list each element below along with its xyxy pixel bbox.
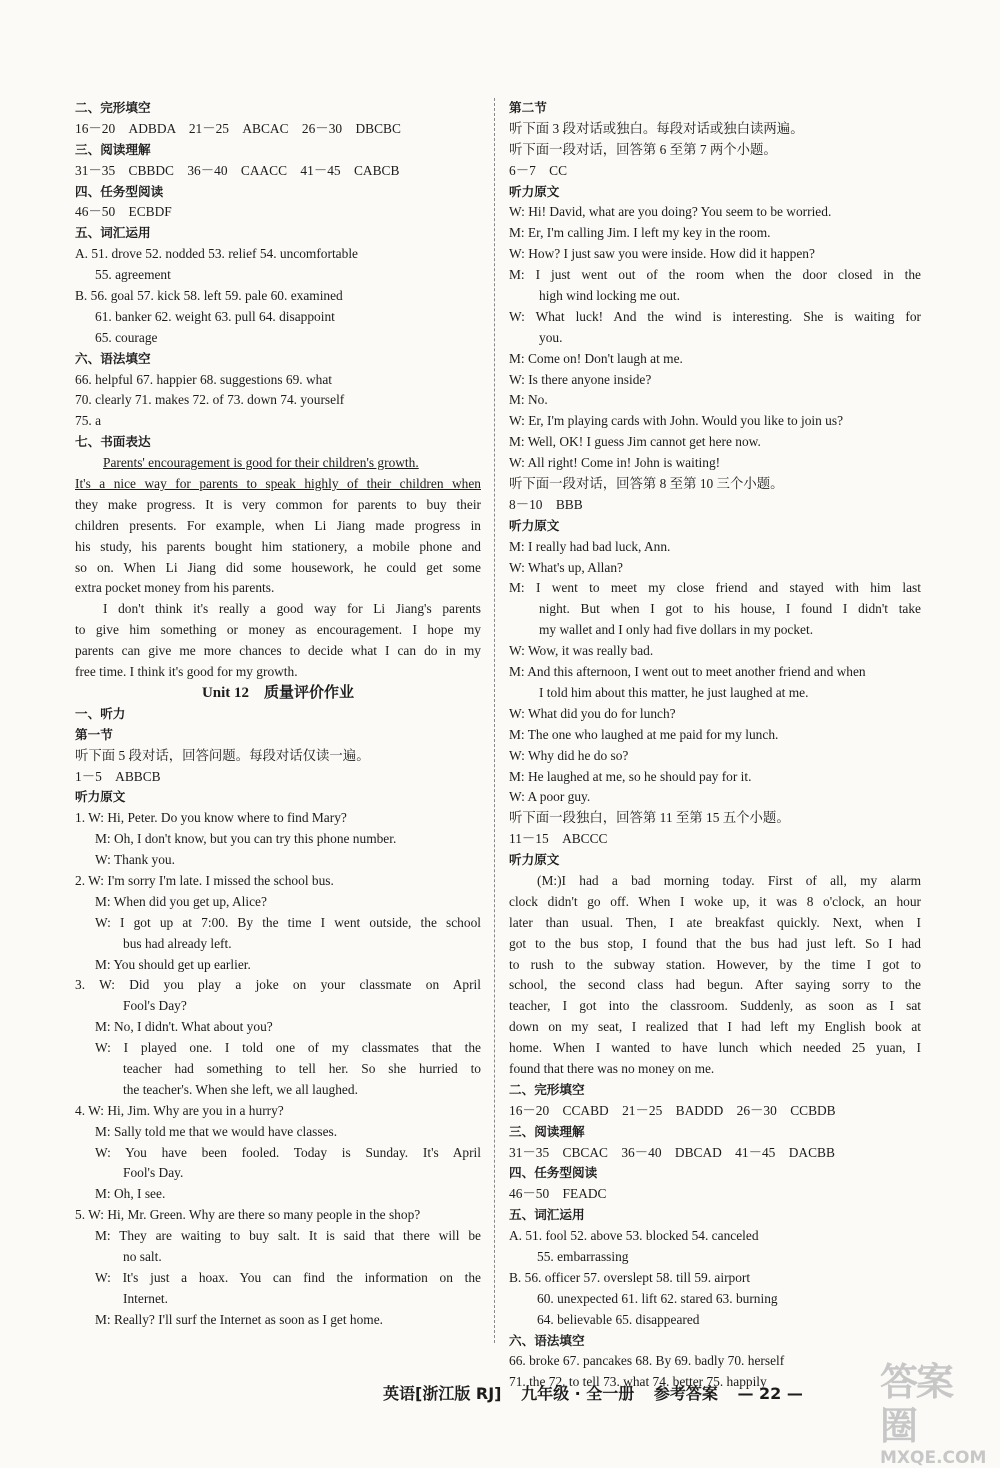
text-line: W: I got up at 7:00. By the time I went outside, the school	[95, 914, 481, 930]
text-line: 8－10 BBB	[509, 496, 583, 512]
text-line: 70. clearly 71. makes 72. of 73. down 74. yourself	[75, 392, 345, 408]
text-line: M: You should get up earlier.	[95, 956, 251, 972]
text-line: down on my seat, I realized that I had left my English book at	[509, 1019, 921, 1035]
watermark-logo	[880, 1360, 987, 1468]
text-line: Internet.	[123, 1290, 168, 1306]
text-line: W: Er, I'm playing cards with John. Would you like to join us?	[509, 413, 844, 429]
text-line: 5. W: Hi, Mr. Green. Why are there so many people in the shop?	[75, 1207, 421, 1223]
text-line: W: Thank you.	[95, 852, 175, 868]
text-line: M: I really had bad luck, Ann.	[509, 538, 671, 554]
text-line: W: It's just a hoax. You can find the information on the	[95, 1269, 481, 1285]
text-line: 6－7 CC	[509, 162, 568, 178]
text-line: Parents' encouragement is good for their children's growth.	[103, 455, 419, 471]
section-heading: 二、完形填空	[509, 1081, 585, 1097]
section-heading: 听力原文	[509, 183, 560, 199]
text-line: M: When did you get up, Alice?	[95, 893, 267, 909]
text-line: 听下面 3 段对话或独白。每段对话或独白读两遍。	[509, 120, 804, 136]
section-heading: 五、词汇运用	[75, 225, 151, 241]
unit-title: Unit 12 质量评价作业	[201, 684, 355, 701]
text-line: 听下面一段对话，回答第 6 至第 7 两个小题。	[509, 141, 777, 157]
text-line: M: I went to meet my close friend and stayed with him last	[509, 580, 921, 596]
text-line: W: Why did he do so?	[509, 747, 629, 763]
watermark-url: MXQE.COM	[880, 1448, 987, 1468]
text-line: the teacher's. When she left, we all laughed.	[123, 1081, 358, 1097]
section-heading: 三、阅读理解	[509, 1123, 585, 1139]
text-line: 16－20 ADBDA 21－25 ABCAC 26－30 DBCBC	[75, 120, 401, 136]
text-line: M: Come on! Don't laugh at me.	[509, 350, 683, 366]
section-heading: 六、语法填空	[509, 1332, 585, 1348]
text-line: B. 56. goal 57. kick 58. left 59. pale 60. examined	[75, 288, 343, 304]
section-heading: 第一节	[75, 726, 113, 742]
text-line: found that there was no money on me.	[509, 1060, 715, 1076]
text-line: 66. helpful 67. happier 68. suggestions 69. what	[75, 371, 332, 387]
text-line: to rush to the subway station. However, by the time I got to	[509, 956, 921, 972]
text-line: my wallet and I only had five dollars in my pocket.	[539, 622, 814, 638]
text-line: night. But when I got to his house, I found I didn't take	[539, 601, 921, 617]
text-line: M: The one who laughed at me paid for my lunch.	[509, 726, 779, 742]
text-line: free time. I think it's good for my growth.	[75, 664, 298, 680]
text-line: bus had already left.	[123, 935, 232, 951]
text-line: M: Oh, I see.	[95, 1186, 166, 1202]
section-heading: 七、书面表达	[75, 434, 151, 450]
column-divider	[494, 98, 495, 1343]
text-line: 31－35 CBCAC 36－40 DBCAD 41－45 DACBB	[509, 1144, 835, 1160]
text-line: M: Er, I'm calling Jim. I left my key in the room.	[509, 225, 771, 241]
text-line: 55. agreement	[95, 267, 171, 283]
section-heading: 四、任务型阅读	[509, 1165, 598, 1181]
text-line: W: A poor guy.	[509, 789, 591, 805]
text-line: M: Oh, I don't know, but you can try this phone number.	[95, 831, 397, 847]
footer-section: 参考答案	[653, 1384, 718, 1403]
text-line: W: What did you do for lunch?	[509, 705, 676, 721]
text-line: W: You have been fooled. Today is Sunday. It's April	[95, 1144, 481, 1160]
section-heading: 一、听力	[75, 705, 126, 721]
page-footer	[383, 1381, 817, 1404]
text-line: no salt.	[123, 1248, 162, 1264]
text-line: W: What's up, Allan?	[509, 559, 623, 575]
text-line: school, the second class had begun. After saying sorry to the	[509, 977, 921, 993]
text-line: 66. broke 67. pancakes 68. By 69. badly 70. herself	[509, 1353, 785, 1369]
section-heading: 听力原文	[509, 852, 560, 868]
text-line: B. 56. officer 57. overslept 58. till 59. airport	[509, 1269, 751, 1285]
text-line: 听下面一段对话，回答第 8 至第 10 三个小题。	[509, 476, 784, 492]
text-line: 71. the 72. to tell 73. what 74. better 75. happily	[509, 1374, 767, 1390]
left-column	[75, 98, 481, 1331]
section-heading: 六、语法填空	[75, 350, 151, 366]
text-line: 64. believable 65. disappeared	[537, 1311, 700, 1327]
section-heading: 三、阅读理解	[75, 141, 151, 157]
text-line: W: All right! Come in! John is waiting!	[509, 455, 721, 471]
text-line: you.	[539, 329, 563, 345]
text-line: It's a nice way for parents to speak highly of their children when	[75, 476, 481, 492]
text-line: M: Well, OK! I guess Jim cannot get here now.	[509, 434, 761, 450]
text-line: 4. W: Hi, Jim. Why are you in a hurry?	[75, 1102, 284, 1118]
text-line: W: Hi! David, what are you doing? You seem to be worried.	[509, 204, 832, 220]
text-line: 1. W: Hi, Peter. Do you know where to find Mary?	[75, 810, 347, 826]
text-line: 65. courage	[95, 329, 158, 345]
text-line: W: What luck! And the wind is interesting. She is waiting for	[509, 308, 921, 324]
footer-subject: 英语[浙江版 RJ]	[383, 1384, 502, 1403]
text-line: to give him something or money as encouragement. I hope my	[75, 622, 481, 638]
text-line: 听下面一段独白，回答第 11 至第 15 五个小题。	[509, 810, 790, 826]
text-line: extra pocket money from his parents.	[75, 580, 275, 596]
footer-grade: 九年级 · 全一册	[521, 1384, 635, 1403]
text-line: so on. When Li Jiang did some housework, he could get some	[75, 559, 481, 575]
text-line: W: Wow, it was really bad.	[509, 643, 654, 659]
text-line: 55. embarrassing	[537, 1248, 629, 1264]
text-line: later than usual. Then, I ate breakfast quickly. Next, when I	[509, 914, 921, 930]
text-line: M: I just went out of the room when the door closed in the	[509, 267, 921, 283]
text-line: 60. unexpected 61. lift 62. stared 63. burning	[537, 1290, 778, 1306]
text-line: 2. W: I'm sorry I'm late. I missed the school bus.	[75, 872, 334, 888]
section-heading: 第二节	[509, 100, 547, 115]
text-line: 3. W: Did you play a joke on your classmate on April	[75, 977, 481, 993]
text-line: 听下面 5 段对话，回答问题。每段对话仅读一遍。	[75, 747, 370, 763]
text-line: M: He laughed at me, so he should pay for it.	[509, 768, 752, 784]
text-line: teacher had something to tell her. So she hurried to	[123, 1060, 481, 1076]
text-line: Fool's Day?	[123, 998, 187, 1014]
text-line: A. 51. fool 52. above 53. blocked 54. canceled	[509, 1228, 759, 1244]
text-line: got to the bus stop, I found that the bus had just left. So I had	[509, 935, 921, 951]
text-line: M: No.	[509, 392, 548, 408]
right-column	[509, 98, 921, 1393]
watermark-logo-text: 答案圈	[880, 1360, 953, 1448]
text-line: 1－5 ABBCB	[75, 768, 161, 784]
text-line: 16－20 CCABD 21－25 BADDD 26－30 CCBDB	[509, 1102, 836, 1118]
text-line: children presents. For example, when Li Jiang made progress in	[75, 517, 481, 533]
text-line: parents can give me more chances to decide what I can do in my	[75, 643, 481, 659]
text-line: M: Sally told me that we would have classes.	[95, 1123, 338, 1139]
text-line: clock didn't go off. When I woke up, it was 8 o'clock, an hour	[509, 893, 921, 909]
text-line: (M:)I had a bad morning today. First of all, my alarm	[537, 872, 921, 888]
text-line: W: Is there anyone inside?	[509, 371, 652, 387]
text-line: A. 51. drove 52. nodded 53. relief 54. uncomfortable	[75, 246, 358, 262]
page-number: — 22 —	[737, 1384, 803, 1403]
section-heading: 听力原文	[75, 789, 126, 805]
text-line: 46－50 ECBDF	[75, 204, 172, 220]
text-line: M: Really? I'll surf the Internet as soon as I get home.	[95, 1311, 384, 1327]
text-line: I don't think it's really a good way for Li Jiang's parents	[103, 601, 481, 617]
text-line: W: How? I just saw you were inside. How did it happen?	[509, 246, 815, 262]
section-heading: 二、完形填空	[75, 100, 151, 115]
text-line: they make progress. It is very common for parents to buy their	[75, 496, 481, 512]
text-line: high wind locking me out.	[539, 288, 680, 304]
text-line: 11－15 ABCCC	[509, 831, 608, 847]
section-heading: 五、词汇运用	[509, 1207, 585, 1223]
text-line: home. When I wanted to have lunch which needed 25 yuan, I	[509, 1040, 921, 1056]
text-line: M: And this afternoon, I went out to meet another friend and when	[509, 664, 866, 680]
text-line: I told him about this matter, he just laughed at me.	[539, 684, 809, 700]
text-line: 61. banker 62. weight 63. pull 64. disappoint	[95, 308, 335, 324]
text-line: his study, his parents bought him stationery, a mobile phone and	[75, 538, 481, 554]
section-heading: 听力原文	[509, 517, 560, 533]
text-line: M: They are waiting to buy salt. It is said that there will be	[95, 1228, 481, 1244]
text-line: teacher, I got into the classroom. Suddenly, as soon as I sat	[509, 998, 921, 1014]
text-line: 46－50 FEADC	[509, 1186, 607, 1202]
text-line: Fool's Day.	[123, 1165, 184, 1181]
text-line: M: No, I didn't. What about you?	[95, 1019, 273, 1035]
text-line: W: I played one. I told one of my classmates that the	[95, 1040, 481, 1056]
text-line: 31－35 CBBDC 36－40 CAACC 41－45 CABCB	[75, 162, 400, 178]
section-heading: 四、任务型阅读	[75, 183, 164, 199]
text-line: 75. a	[75, 413, 102, 429]
